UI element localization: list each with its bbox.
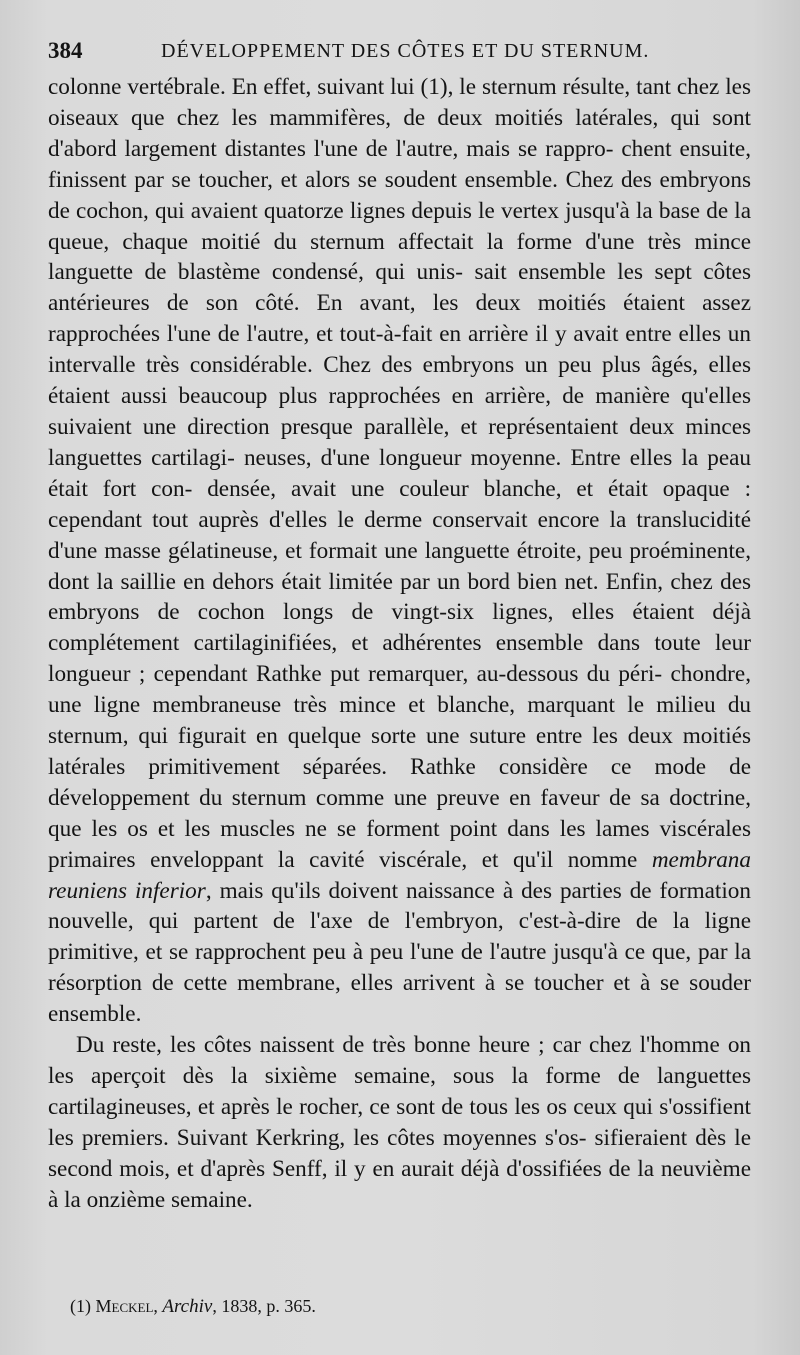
text-line: longueur ; cependant Rathke put remarquer, au-dessous du péri-	[48, 661, 663, 688]
text-line: de sa doctrine, que les os et les muscles ne se forment point dans	[48, 784, 752, 842]
footnote-journal: Archiv	[162, 1296, 213, 1317]
text-line: chondre, une ligne membraneuse très mince et blanche, marquant	[48, 661, 751, 719]
text-line: des embryons un peu plus âgés, elles étaient aussi beaucoup plus	[48, 352, 751, 410]
footnote-marker: (1)	[70, 1296, 91, 1316]
text-line: auprès d'elles le derme conservait encore la translucidité d'une masse	[48, 506, 752, 564]
text-line: rapprochées en arrière, de manière qu'elles suivaient une direction	[48, 383, 752, 440]
text-line: les lames viscérales primaires enveloppant la cavité viscérale, et qu'il	[48, 815, 751, 873]
text-line: les deux moitiés latérales primitivement séparées. Rathke considère	[48, 723, 751, 780]
text-line: densée, avait une couleur blanche, et était opaque : cependant tout	[48, 475, 752, 533]
footnote: (1) Meckel, Archiv, 1838, p. 365.	[70, 1296, 316, 1317]
page-header	[48, 38, 740, 68]
paragraph-1	[48, 72, 751, 1030]
text-line: cartilagineuses, et après le rocher, ce sont de tous les os ceux qui	[48, 1093, 653, 1120]
text-line: de l'autre jusqu'à ce que, par la résorption de cette membrane,	[48, 939, 752, 997]
page-number: 384	[48, 38, 83, 63]
body-text	[48, 72, 751, 1216]
text-line: colonne vertébrale. En effet, suivant lui (1), le sternum résulte, tant	[48, 74, 671, 100]
text-line: ce mode de développement du sternum comme une preuve en faveur	[48, 753, 751, 811]
text-line: Chez des embryons de cochon, qui avaient quatorze lignes depuis le	[48, 166, 751, 224]
running-head: DÉVELOPPEMENT DES CÔTES ET DU STERNUM.	[161, 40, 650, 62]
text-line: deux moitiés étaient assez rapprochées l'une de l'autre, et tout-à-fait	[48, 290, 751, 348]
text-line: sifieraient dès le second mois, et d'après Senff, il y en aurait déjà	[48, 1124, 752, 1182]
footnote-citation: , 1838, p. 365.	[212, 1296, 316, 1316]
text-line: d'ossifiées de la neuvième à la onzième semaine.	[48, 1155, 751, 1213]
text-line: Du reste, les côtes naissent de très bonne heure ; car chez l'homme	[76, 1032, 720, 1059]
text-line: s'ossifient les premiers. Suivant Kerkring, les côtes moyennes s'os-	[48, 1093, 751, 1151]
text-line: c'est-à-dire de la ligne primitive, et se rapprochent peu à peu l'une	[48, 908, 751, 966]
text-line: la forme d'une très mince languette de blastème condensé, qui unis-	[48, 228, 751, 286]
text-line: nomme membrana reuniens inferior, mais qu'ils doivent naissance	[48, 846, 751, 904]
text-line: on les aperçoit dès la sixième semaine, sous la forme de languettes	[48, 1032, 752, 1089]
text-line: vertex jusqu'à la base de la queue, chaque moitié du sternum affectait	[48, 197, 752, 255]
text-line: la saillie en dehors était limitée par un bord bien net. Enfin, chez	[96, 568, 713, 595]
text-line: neuses, d'une longueur moyenne. Entre elles la peau était fort con-	[48, 444, 752, 502]
text-line: à des parties de formation nouvelle, qui partent de l'axe de l'embryon,	[48, 877, 751, 935]
text-line: chez les oiseaux que chez les mammifères, de deux moitiés latérales,	[48, 74, 752, 131]
paragraph-2	[48, 1030, 751, 1215]
text-line: chent ensuite, finissent par se toucher, et alors se soudent ensemble.	[48, 135, 751, 193]
text-line: des embryons de cochon longs de vingt-six lignes, elles étaient déjà	[48, 568, 752, 626]
text-line: en arrière il y avait entre elles un intervalle très considérable. Chez	[48, 321, 751, 379]
text-line: qui sont d'abord largement distantes l'une de l'autre, mais se rappro-	[48, 104, 752, 162]
text-line: presque parallèle, et représentaient deux minces languettes cartilagi-	[48, 413, 752, 471]
text-line: gélatineuse, et formait une languette étroite, peu proéminente, dont	[48, 537, 752, 595]
text-line: complétement cartilaginifiées, et adhérentes ensemble dans toute leur	[48, 630, 751, 657]
footnote-author: Meckel	[95, 1296, 154, 1316]
text-line: le milieu du sternum, qui figurait en quelque sorte une suture entre	[48, 692, 752, 750]
text-line: sait ensemble les sept côtes antérieures de son côté. En avant, les	[48, 259, 751, 317]
text-line: elles arrivent à se toucher et à se souder ensemble.	[48, 970, 751, 1028]
